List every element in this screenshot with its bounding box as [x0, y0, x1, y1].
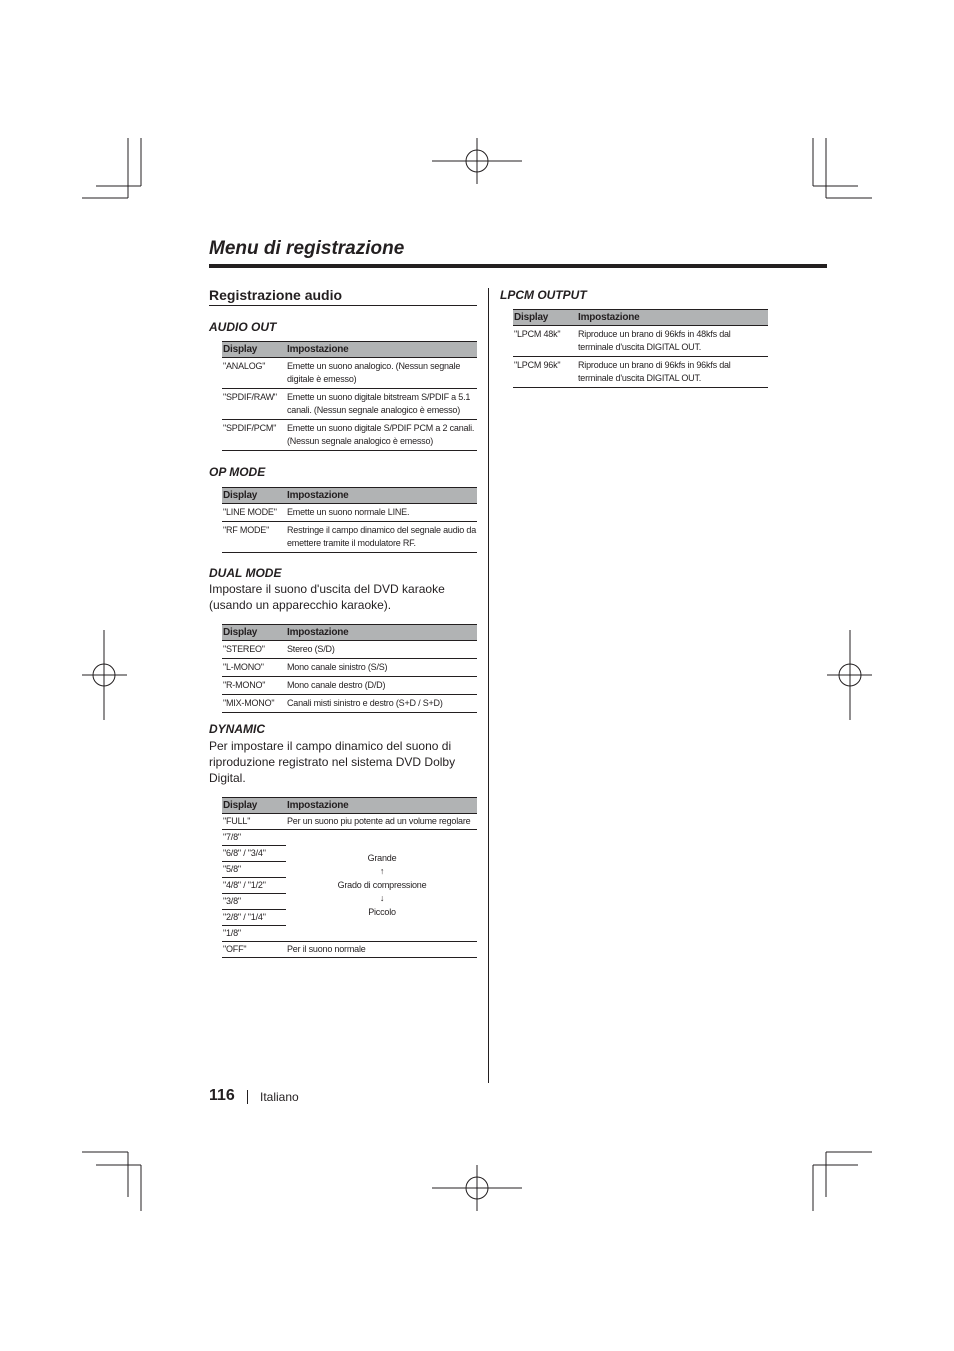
language-label: Italiano: [260, 1090, 299, 1104]
table-row: "LINE MODE" Emette un suono normale LINE.: [222, 504, 477, 522]
dynamic-description: Per impostare il campo dinamico del suono di riproduzione registrato nel sistema DVD Dolby Digital.: [209, 739, 456, 785]
col-display: Display: [513, 310, 577, 326]
col-setting: Impostazione: [286, 342, 477, 358]
table-row: "MIX-MONO" Canali misti sinistro e destro (S+D / S+D): [222, 695, 477, 713]
dynamic-heading: DYNAMIC: [209, 722, 265, 736]
table-row: "1/8": [222, 926, 477, 942]
lpcm-output-heading: LPCM OUTPUT: [500, 288, 587, 302]
col-display: Display: [222, 488, 286, 504]
down-arrow-icon: ↓: [379, 893, 385, 904]
title-rule: [209, 264, 827, 268]
table-row: "FULL" Per un suono piu potente ad un volume regolare: [222, 814, 477, 830]
dynamic-table: [222, 797, 477, 958]
table-row: "SPDIF/RAW" Emette un suono digitale bitstream S/PDIF a 5.1 canali. (Nessun segnale analogico è emesso): [222, 389, 477, 420]
table-row: "OFF" Per il suono normale: [222, 942, 477, 958]
op-mode-table: [222, 487, 477, 553]
col-display: Display: [222, 342, 286, 358]
table-row: "STEREO" Stereo (S/D): [222, 641, 477, 659]
dual-mode-table: [222, 624, 477, 713]
table-row: "R-MONO" Mono canale destro (D/D): [222, 677, 477, 695]
table-row: "5/8": [222, 862, 477, 878]
audio-out-table: [222, 341, 477, 451]
table-row: "6/8" / "3/4": [222, 846, 477, 862]
up-arrow-icon: ↑: [379, 866, 385, 877]
table-row: "ANALOG" Emette un suono analogico. (Nessun segnale digitale è emesso): [222, 358, 477, 389]
audio-out-heading: AUDIO OUT: [209, 320, 277, 334]
footer-divider: [247, 1090, 248, 1104]
page-title: Menu di registrazione: [209, 238, 405, 259]
col-setting: Impostazione: [286, 488, 477, 504]
col-setting: Impostazione: [577, 310, 768, 326]
registration-target-right: [827, 630, 872, 720]
table-row: "3/8": [222, 894, 477, 910]
dual-mode-description: Impostare il suono d'uscita del DVD karaoke (usando un apparecchio karaoke).: [209, 582, 445, 612]
scale-bottom-label: Piccolo: [368, 906, 396, 917]
compression-scale: [286, 830, 477, 942]
dual-mode-heading: DUAL MODE: [209, 566, 282, 580]
op-mode-heading: OP MODE: [209, 465, 266, 479]
table-row: "LPCM 48k" Riproduce un brano di 96kfs in 48kfs dal terminale d'uscita DIGITAL OUT.: [513, 326, 768, 357]
col-setting: Impostazione: [286, 798, 477, 814]
section-heading: Registrazione audio: [209, 287, 477, 306]
table-row: "4/8" / "1/2": [222, 878, 477, 894]
registration-target-top: [432, 138, 522, 184]
table-row: "RF MODE" Restringe il campo dinamico del segnale audio da emettere tramite il modulatore RF.: [222, 522, 477, 553]
col-display: Display: [222, 625, 286, 641]
table-row: "SPDIF/PCM" Emette un suono digitale S/PDIF PCM a 2 canali. (Nessun segnale analogico è emesso): [222, 420, 477, 451]
table-row: "7/8" Grande ↑ Grado di compressione ↓ Piccolo: [222, 830, 477, 846]
col-setting: Impostazione: [286, 625, 477, 641]
col-display: Display: [222, 798, 286, 814]
table-row: "2/8" / "1/4": [222, 910, 477, 926]
scale-middle-label: Grado di compressione: [337, 879, 427, 890]
table-row: "LPCM 96k" Riproduce un brano di 96kfs in 96kfs dal terminale d'uscita DIGITAL OUT.: [513, 357, 768, 388]
lpcm-output-table: [513, 309, 768, 388]
scale-top-label: Grande: [367, 852, 397, 863]
table-row: "L-MONO" Mono canale sinistro (S/S): [222, 659, 477, 677]
column-divider: [488, 288, 489, 1083]
registration-target-bottom: [432, 1165, 522, 1211]
registration-target-left: [82, 630, 127, 720]
page-number: 116: [209, 1087, 235, 1104]
